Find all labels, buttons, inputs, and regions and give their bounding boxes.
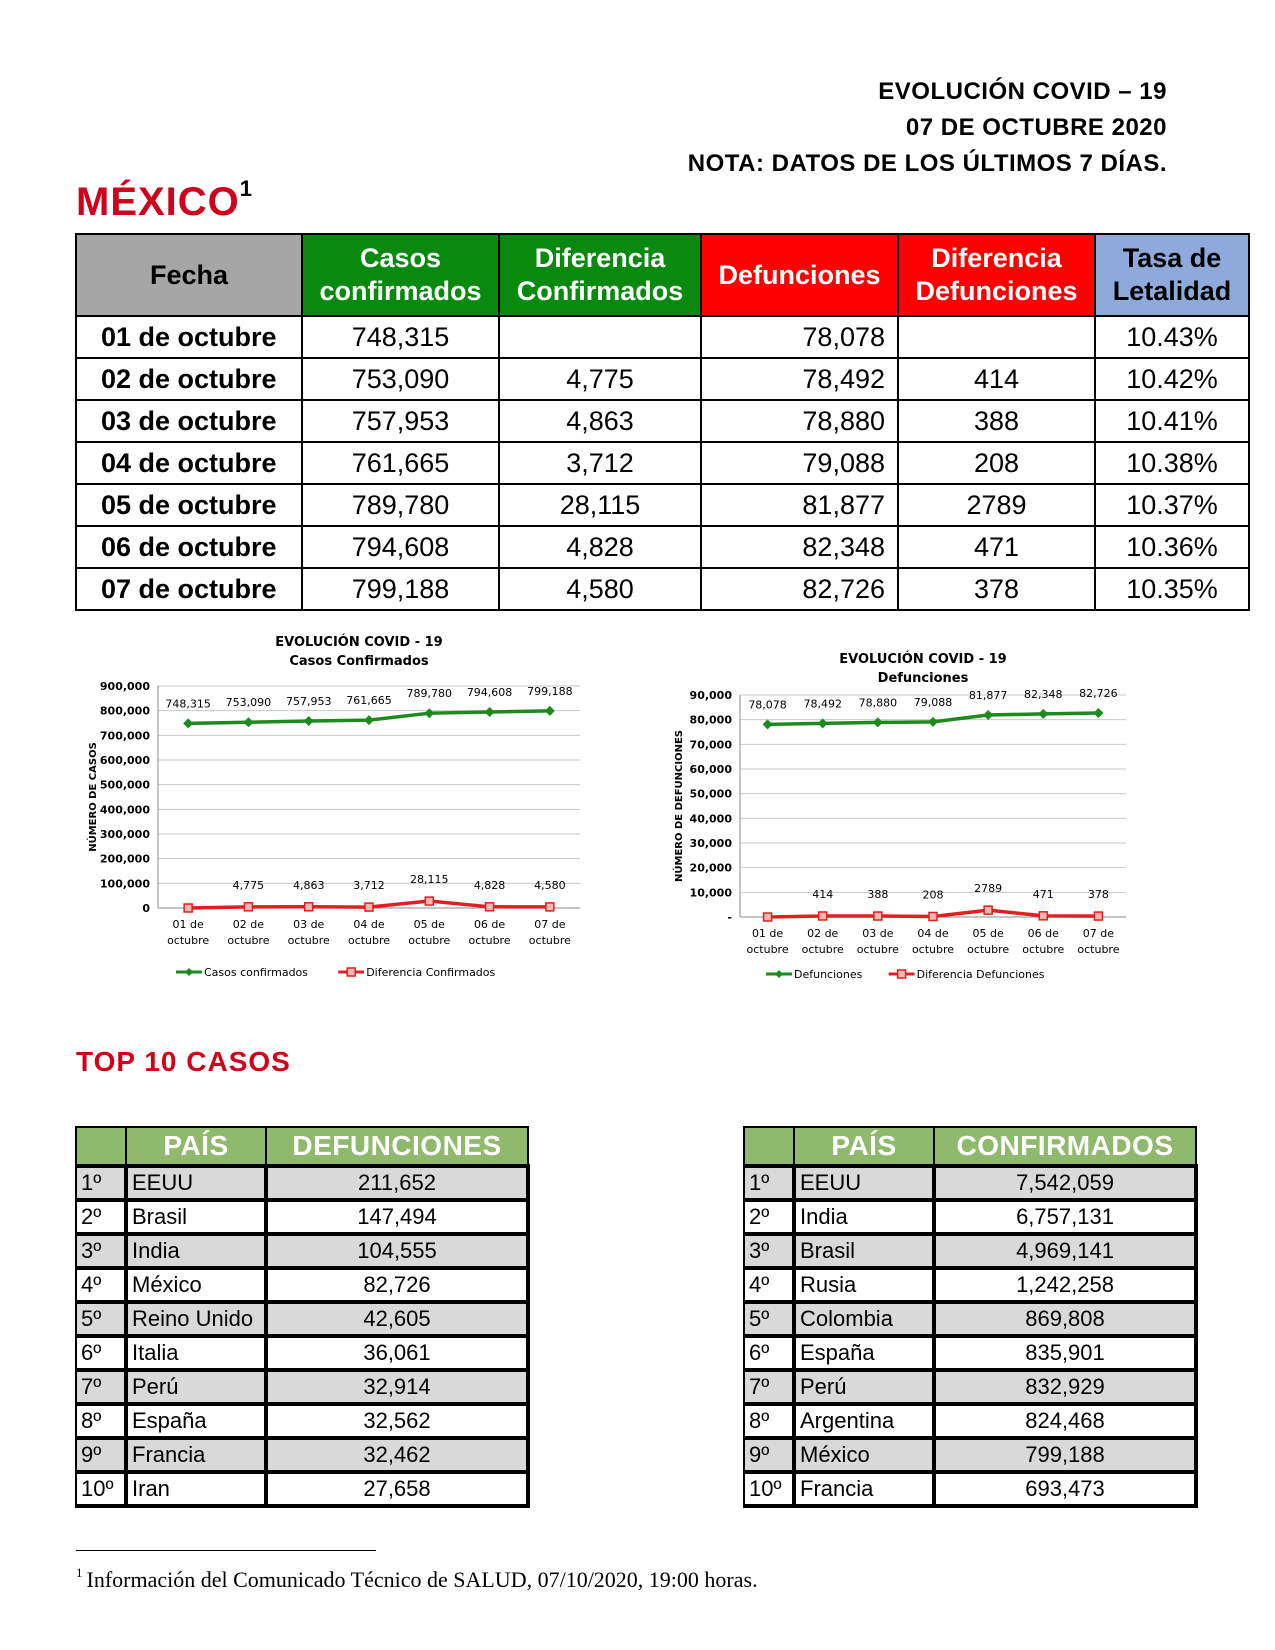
x-tick-label: 02 de [232, 918, 265, 931]
cell-valor: 869,808 [934, 1302, 1196, 1336]
header-defunciones: Defunciones [701, 234, 898, 316]
table-row [76, 1370, 528, 1404]
chart-title: EVOLUCIÓN COVID - 19 [275, 635, 443, 650]
y-tick-label: 500,000 [99, 778, 150, 792]
table-row [744, 1404, 1196, 1438]
cell-rank: 4º [744, 1268, 794, 1302]
legend-marker [347, 968, 355, 976]
cell-casos: 789,780 [302, 484, 499, 526]
header-diferencia-defunciones: Diferencia Defunciones [898, 234, 1095, 316]
cell-casos: 761,665 [302, 442, 499, 484]
cell-valor: 211,652 [266, 1166, 528, 1200]
y-tick-label: 300,000 [99, 828, 150, 841]
cell-pais: Italia [126, 1336, 266, 1370]
cell-casos: 794,608 [302, 526, 499, 568]
cell-fecha: 05 de octubre [76, 484, 302, 526]
cell-pais: Argentina [794, 1404, 934, 1438]
x-tick-label: 01 de [751, 927, 784, 940]
chart-subtitle: Casos Confirmados [289, 654, 429, 669]
x-tick-label: 04 de [917, 927, 949, 940]
cell-pais: India [794, 1200, 934, 1234]
cell-rank: 7º [76, 1370, 126, 1404]
cell-fecha: 07 de octubre [76, 568, 302, 610]
cell-pais: España [794, 1336, 934, 1370]
table-row [76, 1268, 528, 1302]
cell-pais: España [126, 1404, 266, 1438]
data-point [873, 717, 883, 727]
legend-marker [775, 970, 783, 978]
x-tick-label: octubre [347, 934, 391, 947]
cell-valor: 32,914 [266, 1370, 528, 1404]
table-row [76, 1302, 528, 1336]
cell-rank: 6º [76, 1336, 126, 1370]
y-tick-label: 600,000 [99, 754, 150, 767]
x-tick-label: 04 de [353, 918, 385, 931]
y-tick-label: 900,000 [99, 680, 150, 693]
x-tick-label: 06 de [473, 918, 506, 931]
header-tasa-letalidad: Tasa de Letalidad [1095, 234, 1249, 316]
cell-dif-confirmados: 4,580 [499, 568, 701, 610]
legend-label: Defunciones [794, 968, 863, 981]
x-tick-label: 07 de [1082, 927, 1115, 940]
y-tick-label: - [727, 911, 732, 924]
cell-tasa: 10.36% [1095, 526, 1249, 568]
cell-fecha: 04 de octubre [76, 442, 302, 484]
cell-rank: 1º [76, 1166, 126, 1200]
legend-label: Casos confirmados [204, 966, 309, 979]
cell-rank: 10º [744, 1472, 794, 1506]
table-row [76, 1404, 528, 1438]
legend-marker [898, 970, 906, 978]
x-tick-label: 02 de [807, 927, 839, 940]
data-label: 79,088 [913, 695, 953, 709]
table-row [744, 1370, 1196, 1404]
cell-defunciones: 78,492 [701, 358, 898, 400]
x-tick-label: 07 de [534, 918, 566, 931]
cell-valor: 824,468 [934, 1404, 1196, 1438]
cell-valor: 693,473 [934, 1472, 1196, 1506]
cell-valor: 42,605 [266, 1302, 528, 1336]
x-tick-label: octubre [287, 934, 330, 947]
data-point [546, 903, 554, 911]
cell-valor: 147,494 [266, 1200, 528, 1234]
data-label: 4,580 [534, 878, 566, 892]
legend-marker [185, 968, 193, 976]
y-tick-label: 0 [142, 902, 150, 915]
footnote-ref: 1 [239, 176, 254, 201]
cell-pais: India [126, 1234, 266, 1268]
cell-rank: 1º [744, 1166, 794, 1200]
y-tick-label: 800,000 [99, 704, 150, 718]
rank-header-defunciones: DEFUNCIONES [266, 1127, 528, 1166]
rank-header-blank [744, 1127, 794, 1166]
chart-subtitle: Defunciones [877, 671, 969, 686]
table-row [744, 1268, 1196, 1302]
y-tick-label: 10,000 [689, 886, 732, 900]
table-row [744, 1234, 1196, 1268]
cell-rank: 8º [744, 1404, 794, 1438]
x-tick-label: 03 de [862, 927, 894, 940]
cell-rank: 2º [744, 1200, 794, 1234]
cell-rank: 9º [744, 1438, 794, 1472]
mexico-title-text: MÉXICO [76, 180, 240, 224]
x-tick-label: octubre [408, 934, 451, 947]
cell-dif-confirmados: 28,115 [499, 484, 701, 526]
cell-rank: 3º [76, 1234, 126, 1268]
cell-valor: 7,542,059 [934, 1166, 1196, 1200]
y-tick-label: 100,000 [99, 877, 150, 891]
cell-defunciones: 78,880 [701, 400, 898, 442]
x-tick-label: octubre [528, 934, 571, 947]
cell-pais: Francia [126, 1438, 266, 1472]
data-label: 82,348 [1024, 687, 1063, 701]
rank-header-blank [76, 1127, 126, 1166]
cell-fecha: 01 de octubre [76, 316, 302, 358]
cell-dif-confirmados: 3,712 [499, 442, 701, 484]
top10-confirmados-table [743, 1126, 1198, 1508]
data-label: 471 [1032, 887, 1054, 901]
data-label: 414 [812, 887, 834, 901]
table-row [76, 358, 1249, 400]
x-tick-label: octubre [911, 943, 955, 956]
data-point [929, 912, 937, 920]
data-label: 78,078 [748, 698, 787, 712]
rank-header-pais: PAÍS [126, 1127, 266, 1166]
cell-tasa: 10.43% [1095, 316, 1249, 358]
data-label: 4,775 [232, 878, 265, 892]
cell-rank: 4º [76, 1268, 126, 1302]
data-point [1039, 912, 1047, 920]
table-row [76, 1472, 528, 1506]
data-label: 4,863 [292, 878, 325, 892]
y-tick-label: 60,000 [689, 763, 732, 776]
y-tick-label: 90,000 [689, 689, 732, 702]
data-point [874, 912, 882, 920]
cell-dif-confirmados: 4,863 [499, 400, 701, 442]
cell-rank: 2º [76, 1200, 126, 1234]
data-label: 378 [1087, 888, 1109, 902]
cell-dif-confirmados: 4,828 [499, 526, 701, 568]
footnote-mark: 1 [76, 1565, 83, 1580]
cell-pais: Perú [794, 1370, 934, 1404]
y-tick-label: 40,000 [689, 812, 732, 826]
x-tick-label: octubre [1077, 943, 1120, 956]
report-title: EVOLUCIÓN COVID – 19 [878, 78, 1167, 105]
cell-defunciones: 79,088 [701, 442, 898, 484]
cell-valor: 32,562 [266, 1404, 528, 1438]
data-point [364, 715, 374, 725]
table-row [76, 316, 1249, 358]
cell-casos: 799,188 [302, 568, 499, 610]
cell-defunciones: 78,078 [701, 316, 898, 358]
x-tick-label: 05 de [413, 918, 445, 931]
data-point [485, 707, 495, 717]
legend-label: Diferencia Confirmados [366, 966, 496, 979]
cell-rank: 5º [76, 1302, 126, 1336]
data-point [819, 912, 827, 920]
cell-fecha: 02 de octubre [76, 358, 302, 400]
data-point [983, 710, 993, 720]
line-chart [80, 628, 600, 988]
line-chart [670, 645, 1190, 990]
cell-rank: 9º [76, 1438, 126, 1472]
cell-valor: 36,061 [266, 1336, 528, 1370]
data-label: 81,877 [968, 689, 1008, 703]
y-tick-label: 70,000 [689, 738, 732, 752]
y-tick-label: 200,000 [99, 852, 150, 866]
header-diferencia-confirmados: Diferencia Confirmados [499, 234, 701, 316]
x-tick-label: octubre [856, 943, 899, 956]
data-point [928, 717, 938, 727]
cell-tasa: 10.41% [1095, 400, 1249, 442]
cell-pais: Rusia [794, 1268, 934, 1302]
chart-defunciones [670, 645, 1190, 990]
cell-rank: 7º [744, 1370, 794, 1404]
data-label: 82,726 [1079, 686, 1118, 700]
cell-dif-defunciones: 208 [898, 442, 1095, 484]
cell-valor: 835,901 [934, 1336, 1196, 1370]
cell-pais: Iran [126, 1472, 266, 1506]
x-tick-label: 01 de [172, 918, 204, 931]
data-point [304, 716, 314, 726]
data-label: 78,880 [858, 696, 898, 710]
header-casos-confirmados: Casos confirmados [302, 234, 499, 316]
table-row [744, 1336, 1196, 1370]
cell-valor: 32,462 [266, 1438, 528, 1472]
x-tick-label: octubre [227, 934, 270, 947]
y-tick-label: 80,000 [689, 713, 732, 727]
data-point [486, 903, 494, 911]
cell-rank: 6º [744, 1336, 794, 1370]
cell-pais: Reino Unido [126, 1302, 266, 1336]
table-header-row [76, 234, 1249, 316]
data-point [1093, 708, 1103, 718]
cell-defunciones: 81,877 [701, 484, 898, 526]
cell-defunciones: 82,726 [701, 568, 898, 610]
cell-pais: México [126, 1268, 266, 1302]
data-label: 3,712 [353, 879, 385, 893]
cell-casos: 753,090 [302, 358, 499, 400]
legend-label: Diferencia Defunciones [916, 968, 1045, 981]
data-label: 757,953 [285, 695, 332, 709]
report-date: 07 DE OCTUBRE 2020 [905, 114, 1167, 141]
data-label: 388 [867, 888, 889, 902]
footnote-text: Información del Comunicado Técnico de SALUD, 07/10/2020, 19:00 horas. [86, 1567, 758, 1592]
cell-rank: 3º [744, 1234, 794, 1268]
x-tick-label: octubre [967, 943, 1010, 956]
table-row [744, 1200, 1196, 1234]
x-tick-label: 05 de [972, 927, 1004, 940]
cell-dif-confirmados: 4,775 [499, 358, 701, 400]
cell-dif-confirmados [499, 316, 701, 358]
data-label: 4,828 [473, 878, 506, 892]
rank-header-row [76, 1127, 528, 1166]
y-tick-label: 700,000 [99, 729, 150, 743]
data-point [764, 913, 772, 921]
rank-header-confirmados: CONFIRMADOS [934, 1127, 1196, 1166]
data-point [984, 906, 992, 914]
x-tick-label: octubre [1022, 943, 1065, 956]
cell-pais: Colombia [794, 1302, 934, 1336]
table-row [76, 1438, 528, 1472]
cell-defunciones: 82,348 [701, 526, 898, 568]
cell-valor: 27,658 [266, 1472, 528, 1506]
cell-pais: Brasil [126, 1200, 266, 1234]
x-tick-label: 03 de [293, 918, 325, 931]
cell-valor: 82,726 [266, 1268, 528, 1302]
cell-rank: 10º [76, 1472, 126, 1506]
cell-valor: 104,555 [266, 1234, 528, 1268]
data-point [365, 903, 373, 911]
cell-tasa: 10.38% [1095, 442, 1249, 484]
data-label: 28,115 [410, 873, 449, 887]
cell-valor: 4,969,141 [934, 1234, 1196, 1268]
x-tick-label: octubre [167, 934, 210, 947]
table-row [76, 568, 1249, 610]
x-tick-label: octubre [746, 943, 789, 956]
data-point [1038, 709, 1048, 719]
data-label: 78,492 [803, 697, 842, 711]
rank-header-row [744, 1127, 1196, 1166]
data-point [243, 717, 253, 727]
chart-title: EVOLUCIÓN COVID - 19 [839, 652, 1007, 667]
y-axis-label: NÚMERO DE DEFUNCIONES [674, 730, 685, 882]
cell-rank: 5º [744, 1302, 794, 1336]
mexico-evolution-table [75, 233, 1250, 611]
y-tick-label: 50,000 [689, 787, 732, 801]
cell-casos: 757,953 [302, 400, 499, 442]
data-label: 208 [922, 888, 944, 902]
cell-valor: 832,929 [934, 1370, 1196, 1404]
report-note: NOTA: DATOS DE LOS ÚLTIMOS 7 DÍAS. [687, 150, 1167, 177]
cell-tasa: 10.42% [1095, 358, 1249, 400]
table-row [76, 442, 1249, 484]
data-point [184, 904, 192, 912]
cell-pais: EEUU [126, 1166, 266, 1200]
x-tick-label: octubre [801, 943, 844, 956]
data-label: 789,780 [406, 687, 453, 701]
cell-tasa: 10.35% [1095, 568, 1249, 610]
chart-casos-confirmados [80, 628, 600, 988]
cell-fecha: 03 de octubre [76, 400, 302, 442]
data-label: 761,665 [346, 694, 392, 708]
cell-pais: México [794, 1438, 934, 1472]
data-label: 2789 [974, 882, 1003, 896]
table-row [76, 1200, 528, 1234]
cell-pais: Brasil [794, 1234, 934, 1268]
cell-dif-defunciones: 471 [898, 526, 1095, 568]
mexico-title [76, 176, 254, 225]
y-tick-label: 30,000 [689, 837, 732, 850]
table-row [744, 1472, 1196, 1506]
y-tick-label: 400,000 [99, 803, 150, 817]
data-point [305, 903, 313, 911]
table-row [76, 1234, 528, 1268]
data-label: 794,608 [466, 685, 513, 699]
top10-title: TOP 10 CASOS [76, 1046, 291, 1077]
cell-valor: 1,242,258 [934, 1268, 1196, 1302]
cell-valor: 799,188 [934, 1438, 1196, 1472]
table-row [76, 1336, 528, 1370]
x-tick-label: octubre [468, 934, 511, 947]
table-row [76, 526, 1249, 568]
data-label: 799,188 [527, 684, 573, 698]
top10-defunciones-table [75, 1126, 530, 1508]
data-point [183, 718, 193, 728]
cell-pais: Francia [794, 1472, 934, 1506]
cell-dif-defunciones [898, 316, 1095, 358]
table-row [744, 1302, 1196, 1336]
table-row [76, 400, 1249, 442]
table-row [76, 484, 1249, 526]
cell-rank: 8º [76, 1404, 126, 1438]
data-point [424, 708, 434, 718]
footnote [76, 1567, 758, 1593]
header-fecha: Fecha [76, 234, 302, 316]
cell-casos: 748,315 [302, 316, 499, 358]
y-axis-label: NÚMERO DE CASOS [88, 742, 99, 852]
data-point [425, 897, 433, 905]
y-tick-label: 20,000 [689, 861, 732, 875]
cell-dif-defunciones: 2789 [898, 484, 1095, 526]
table-row [744, 1438, 1196, 1472]
cell-tasa: 10.37% [1095, 484, 1249, 526]
data-point [244, 903, 252, 911]
footnote-separator [76, 1550, 376, 1551]
data-point [545, 706, 555, 716]
cell-dif-defunciones: 414 [898, 358, 1095, 400]
report-header [688, 74, 1167, 182]
cell-valor: 6,757,131 [934, 1200, 1196, 1234]
data-label: 748,315 [165, 697, 211, 711]
data-label: 753,090 [225, 696, 272, 710]
x-tick-label: 06 de [1027, 927, 1059, 940]
rank-header-pais: PAÍS [794, 1127, 934, 1166]
table-row [76, 1166, 528, 1200]
cell-pais: Perú [126, 1370, 266, 1404]
cell-fecha: 06 de octubre [76, 526, 302, 568]
cell-dif-defunciones: 388 [898, 400, 1095, 442]
cell-pais: EEUU [794, 1166, 934, 1200]
cell-dif-defunciones: 378 [898, 568, 1095, 610]
data-point [763, 719, 773, 729]
data-point [1094, 912, 1102, 920]
table-row [744, 1166, 1196, 1200]
